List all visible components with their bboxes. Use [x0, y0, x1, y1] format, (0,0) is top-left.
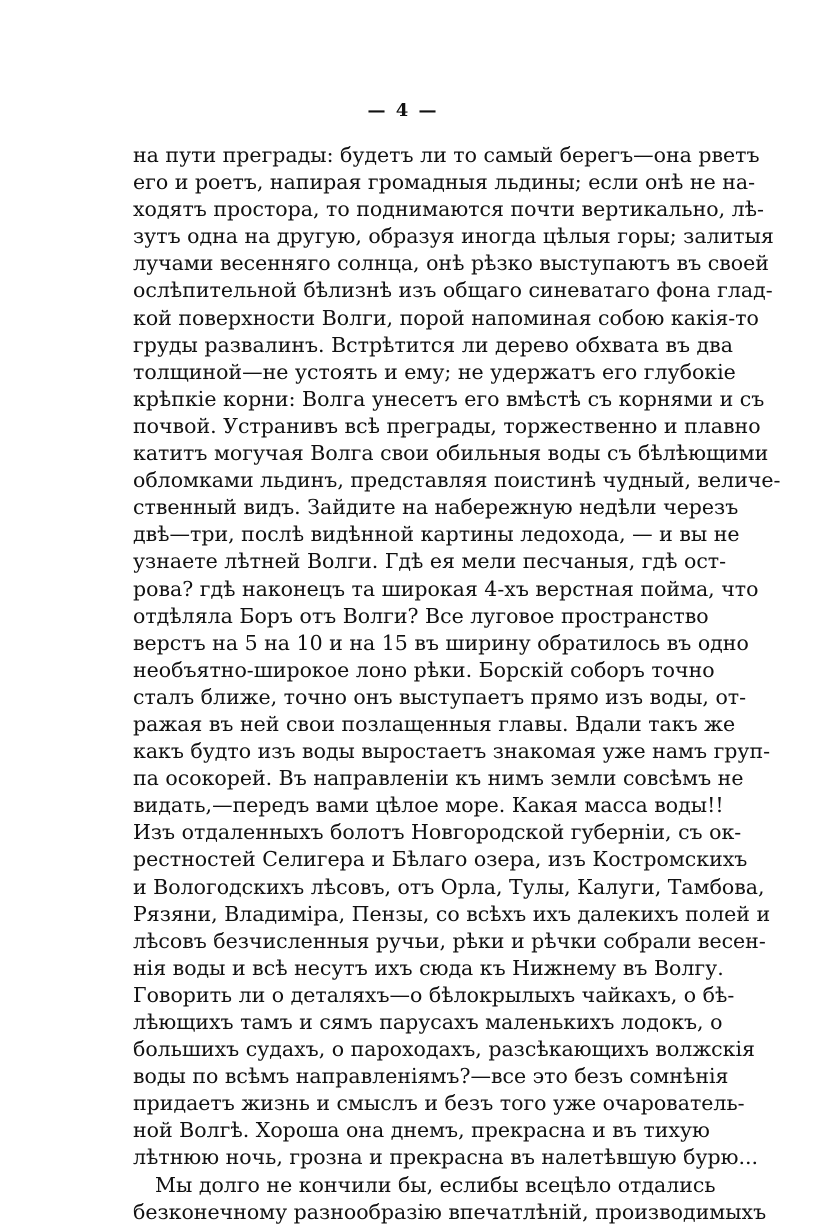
text-line: катитъ могучая Волга свои обильныя воды съ бѣлѣющими	[133, 441, 769, 466]
text-line: кой поверхности Волги, порой напоминая собою какія-то	[133, 305, 759, 330]
text-line: сталъ ближе, точно онъ выступаетъ прямо изъ воды, от-	[133, 684, 747, 709]
text-line: груды развалинъ. Встрѣтится ли дерево обхвата въ два	[133, 332, 733, 357]
text-line: обломками льдинъ, представляя поистинѣ чудный, величе-	[133, 468, 781, 493]
text-line: лѣсовъ безчисленныя ручьи, рѣки и рѣчки собрали весен-	[133, 928, 766, 953]
text-line: лѣтнюю ночь, грозна и прекрасна въ налетѣвшую бурю...	[133, 1145, 759, 1170]
text-line: большихъ судахъ, о пароходахъ, разсѣкающихъ волжскія	[133, 1037, 755, 1062]
text-line: безконечному разнообразію впечатлѣній, производимыхъ	[133, 1199, 767, 1224]
text-line: зутъ одна на другую, образуя иногда цѣлыя горы; залитыя	[133, 224, 774, 249]
page-number: — 4 —	[367, 100, 439, 121]
text-line: ходятъ простора, то поднимаются почти вертикально, лѣ-	[133, 197, 764, 222]
text-line: крѣпкіе корни: Волга унесетъ его вмѣстѣ съ корнями и съ	[133, 386, 765, 411]
text-line: придаетъ жизнь и смыслъ и безъ того уже очарователь-	[133, 1091, 745, 1116]
text-line: ражая въ ней свои позлащенныя главы. Вдали такъ же	[133, 711, 736, 736]
text-line: видать,—передъ вами цѣлое море. Какая масса воды!!	[133, 793, 724, 818]
text-line: ослѣпительной бѣлизнѣ изъ общаго синеватаго фона глад-	[133, 278, 773, 303]
text-line: двѣ—три, послѣ видѣнной картины ледохода, — и вы не	[133, 522, 740, 547]
text-line: его и роетъ, напирая громадныя льдины; если онѣ не на-	[133, 170, 756, 195]
text-line: необъятно-широкое лоно рѣки. Борскій соборъ точно	[133, 657, 715, 682]
text-line: нія воды и всѣ несутъ ихъ сюда къ Нижнему въ Волгу.	[133, 955, 724, 980]
text-line: почвой. Устранивъ всѣ преграды, торжественно и плавно	[133, 413, 761, 438]
text-line: толщиной—не устоять и ему; не удержатъ его глубокіе	[133, 359, 736, 384]
text-line: на пути преграды: будетъ ли то самый берегъ—она рветъ	[133, 143, 760, 167]
text-line: узнаете лѣтней Волги. Гдѣ ея мели песчаныя, гдѣ ост-	[133, 549, 727, 574]
text-line: рестностей Селигера и Бѣлаго озера, изъ Костромскихъ	[133, 847, 748, 872]
text-line: отдѣляла Боръ отъ Волги? Все луговое пространство	[133, 603, 709, 628]
text-line: Мы долго не кончили бы, еслибы всецѣло отдались	[155, 1172, 716, 1197]
body-text	[133, 142, 781, 1226]
text-line: верстъ на 5 на 10 и на 15 въ ширину обратилось въ одно	[133, 630, 749, 655]
text-line: какъ будто изъ воды выростаетъ знакомая уже намъ груп-	[133, 739, 771, 764]
text-line: лучами весенняго солнца, онѣ рѣзко выступаютъ въ своей	[133, 251, 769, 276]
text-line: ственный видъ. Зайдите на набережную недѣли черезъ	[133, 495, 739, 520]
text-line: па осокорей. Въ направленіи къ нимъ земли совсѣмъ не	[133, 766, 744, 791]
text-line: Рязяни, Владиміра, Пензы, со всѣхъ ихъ далекихъ полей и	[133, 901, 771, 926]
text-line: и Вологодскихъ лѣсовъ, отъ Орла, Тулы, Калуги, Тамбова,	[133, 874, 765, 899]
text-line: Изъ отдаленныхъ болотъ Новгородской губерніи, съ ок-	[133, 820, 742, 845]
text-line: Говорить ли о деталяхъ—о бѣлокрылыхъ чайкахъ, о бѣ-	[133, 982, 735, 1007]
text-line: воды по всѣмъ направленіямъ?—все это безъ сомнѣнія	[133, 1064, 729, 1089]
text-line: ной Волгѣ. Хороша она днемъ, прекрасна и въ тихую	[133, 1118, 710, 1143]
text-line: рова? гдѣ наконецъ та широкая 4-хъ верстная пойма, что	[133, 576, 759, 601]
text-line: лѣющихъ тамъ и сямъ парусахъ маленькихъ лодокъ, о	[133, 1010, 723, 1034]
